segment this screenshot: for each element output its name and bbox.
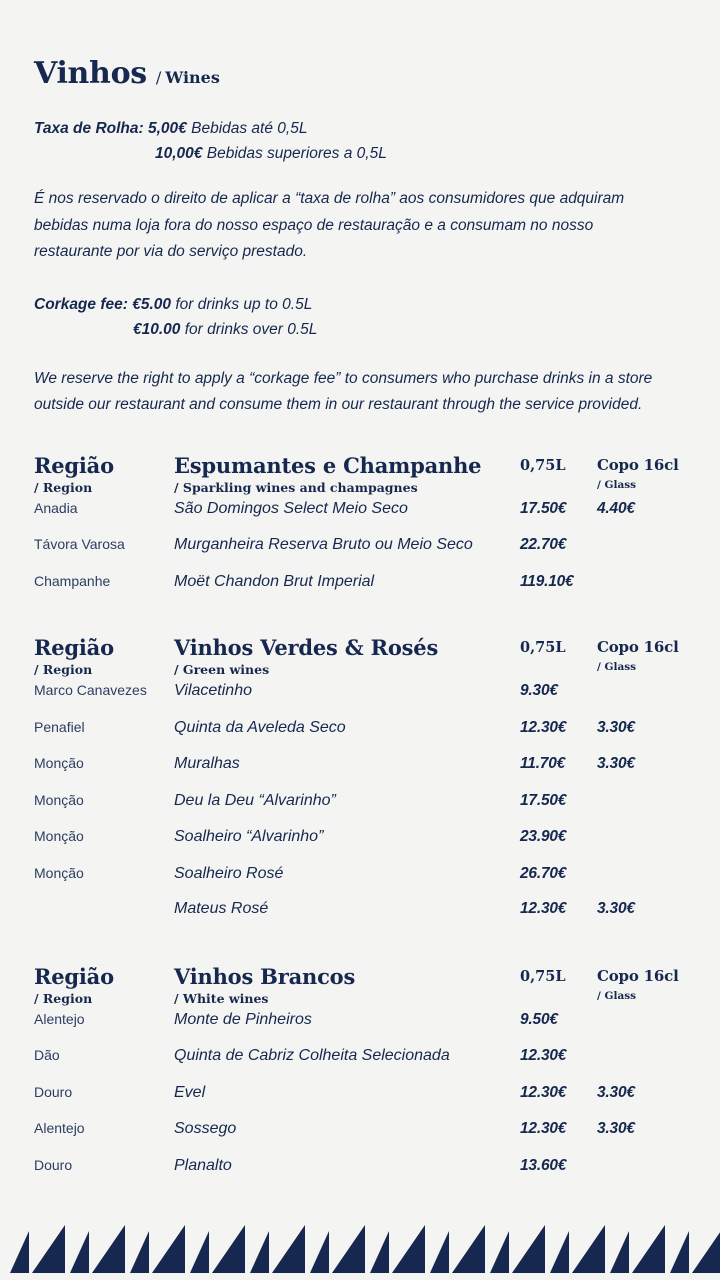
wine-price-glass: 3.30€	[597, 718, 635, 736]
triangle-sliver	[370, 1231, 389, 1273]
corkage-label-pt: Taxa de Rolha:	[34, 120, 144, 137]
column-header-bottle	[520, 635, 597, 660]
triangle-wide	[572, 1225, 605, 1273]
wine-price-bottle: 12.30€	[520, 718, 567, 736]
triangle-sliver	[310, 1231, 329, 1273]
column-header-region-en: / Region	[34, 990, 93, 1006]
page-title-pt: Vinhos	[34, 56, 147, 91]
wine-region: Monção	[34, 828, 84, 844]
wine-price-glass: 3.30€	[597, 900, 635, 917]
wine-region: Alentejo	[34, 1120, 85, 1136]
section-title-en: / Sparkling wines and champagnes	[174, 479, 418, 495]
column-header-glass-pt: Copo 16cl	[597, 455, 679, 474]
wine-name: Planalto	[174, 1156, 232, 1174]
triangle-wide	[272, 1225, 305, 1273]
section-title-pt: Espumantes e Champanhe	[174, 452, 482, 478]
section-header-row	[34, 964, 686, 1009]
wine-price-bottle: 26.70€	[520, 864, 567, 882]
wine-row	[34, 753, 686, 790]
column-header-bottle	[520, 964, 597, 989]
wine-price-bottle: 22.70€	[520, 536, 567, 553]
wine-section	[34, 453, 686, 608]
column-header-glass	[597, 453, 686, 492]
wine-region: Marco Canavezes	[34, 682, 147, 698]
wine-price-glass: 3.30€	[597, 1083, 635, 1101]
wine-row	[34, 1045, 686, 1082]
wine-region: Monção	[34, 791, 84, 808]
corkage-label-en: Corkage fee:	[34, 295, 128, 313]
triangle-wide	[32, 1225, 65, 1273]
column-header-bottle	[520, 453, 597, 478]
wine-sections	[34, 453, 686, 1192]
column-header-glass-pt: Copo 16cl	[597, 638, 679, 656]
triangle-wide	[632, 1225, 665, 1273]
wine-price-bottle: 17.50€	[520, 791, 567, 809]
triangle-wide	[212, 1225, 245, 1273]
corkage-amount-en-1: €5.00	[132, 295, 172, 313]
wine-region: Champanhe	[34, 572, 111, 589]
section-header-row	[34, 635, 686, 680]
wine-price-bottle: 12.30€	[520, 1047, 567, 1064]
section-title-en: / White wines	[174, 990, 269, 1006]
corkage-line-pt-1	[34, 116, 686, 141]
corkage-amount-pt-1: 5,00€	[148, 120, 187, 137]
wine-name: Quinta da Aveleda Seco	[174, 718, 346, 736]
column-header-bottle-label: 0,75L	[520, 639, 566, 656]
wine-section	[34, 635, 686, 936]
section-title	[174, 635, 520, 678]
wine-price-bottle: 119.10€	[520, 572, 574, 590]
wine-name: Muralhas	[174, 755, 240, 772]
triangle-wide	[452, 1225, 485, 1273]
corkage-amount-pt-2: 10,00€	[155, 145, 203, 162]
triangle-wide	[392, 1225, 425, 1273]
column-header-region-pt: Região	[34, 963, 114, 989]
triangle-sliver	[190, 1231, 209, 1273]
wine-price-bottle: 12.30€	[520, 1120, 567, 1137]
column-header-glass	[597, 964, 686, 1003]
triangle-wide	[332, 1225, 365, 1273]
wine-price-bottle: 13.60€	[520, 1156, 567, 1174]
corkage-text-pt-1: Bebidas até 0,5L	[191, 120, 308, 137]
corkage-line-pt-2	[34, 141, 686, 166]
corkage-text-pt-2: Bebidas superiores a 0,5L	[206, 145, 387, 162]
wine-row	[34, 826, 686, 863]
wine-name: Quinta de Cabriz Colheita Selecionada	[174, 1047, 450, 1064]
corkage-policy-en: We reserve the right to apply a “corkage fee” to consumers who purchase drinks in a store outside our restaurant and consume them in our restaurant through the service provided.	[34, 369, 653, 413]
corkage-block-en	[34, 292, 686, 342]
corkage-amount-en-2: €10.00	[133, 320, 181, 338]
wine-price-glass: 3.30€	[597, 755, 635, 772]
wine-section	[34, 964, 686, 1192]
wine-name: Murganheira Reserva Bruto ou Meio Seco	[174, 536, 473, 553]
wine-row	[34, 863, 686, 900]
triangle-sliver	[430, 1231, 449, 1273]
wine-price-glass: 4.40€	[597, 499, 635, 517]
triangle-sliver	[130, 1231, 149, 1273]
section-title	[174, 453, 520, 496]
wine-region: Monção	[34, 864, 84, 881]
title-separator: /	[155, 68, 162, 87]
triangle-wide	[512, 1225, 545, 1273]
wine-name: São Domingos Select Meio Seco	[174, 499, 408, 517]
wine-price-bottle: 12.30€	[520, 900, 567, 917]
wine-price-glass: 3.30€	[597, 1120, 635, 1137]
wine-name: Soalheiro “Alvarinho”	[174, 828, 324, 845]
column-header-region-pt: Região	[34, 635, 114, 660]
section-header-row	[34, 453, 686, 498]
column-header-glass-en: / Glass	[597, 478, 637, 491]
wine-row	[34, 790, 686, 827]
column-header-region-pt: Região	[34, 452, 114, 478]
triangle-sliver	[10, 1231, 29, 1273]
triangle-sliver	[250, 1231, 269, 1273]
section-title	[174, 964, 520, 1007]
wine-name: Evel	[174, 1083, 206, 1101]
triangle-sliver	[550, 1231, 569, 1273]
column-header-region-en: / Region	[34, 479, 93, 495]
wine-price-bottle: 9.30€	[520, 682, 558, 699]
section-title-en: / Green wines	[174, 662, 270, 677]
corkage-line-en-2	[34, 317, 686, 342]
wine-row	[34, 1118, 686, 1155]
wine-price-bottle: 12.30€	[520, 1083, 567, 1101]
corkage-text-en-1: for drinks up to 0.5L	[175, 295, 313, 313]
wine-row	[34, 1009, 686, 1046]
wine-row	[34, 534, 686, 571]
wine-row	[34, 571, 686, 608]
page-title	[34, 56, 686, 91]
wine-name: Mateus Rosé	[174, 900, 269, 917]
section-title-pt: Vinhos Verdes & Rosés	[174, 635, 439, 660]
triangle-sliver	[490, 1231, 509, 1273]
column-header-region-en: / Region	[34, 662, 93, 677]
wine-name: Deu la Deu “Alvarinho”	[174, 791, 336, 809]
wine-region: Alentejo	[34, 1010, 85, 1027]
wine-row	[34, 1082, 686, 1119]
wine-region: Douro	[34, 1083, 73, 1100]
column-header-glass	[597, 635, 686, 674]
column-header-glass-en: / Glass	[597, 989, 637, 1002]
wine-region: Penafiel	[34, 718, 85, 735]
triangle-sliver	[70, 1231, 89, 1273]
corkage-block-pt	[34, 116, 686, 166]
wine-name: Sossego	[174, 1120, 237, 1137]
wine-price-bottle: 11.70€	[520, 755, 566, 772]
wine-region: Távora Varosa	[34, 536, 125, 552]
triangle-wide	[692, 1225, 720, 1273]
page-title-en: Wines	[165, 68, 220, 87]
triangle-wide	[152, 1225, 185, 1273]
wine-row	[34, 899, 686, 936]
wine-region: Monção	[34, 755, 84, 771]
column-header-region	[34, 453, 174, 496]
wine-name: Moët Chandon Brut Imperial	[174, 572, 375, 590]
wine-name: Monte de Pinheiros	[174, 1010, 312, 1028]
column-header-region	[34, 964, 174, 1007]
wine-row	[34, 1155, 686, 1192]
wine-name: Soalheiro Rosé	[174, 864, 284, 882]
column-header-region	[34, 635, 174, 678]
wine-price-bottle: 23.90€	[520, 828, 567, 845]
wine-row	[34, 680, 686, 717]
column-header-bottle-label: 0,75L	[520, 456, 566, 474]
wine-row	[34, 498, 686, 535]
wine-price-bottle: 17.50€	[520, 499, 567, 517]
column-header-glass-en: / Glass	[597, 661, 637, 673]
corkage-line-en-1	[34, 292, 686, 317]
corkage-text-en-2: for drinks over 0.5L	[184, 320, 318, 338]
wine-name: Vilacetinho	[174, 682, 252, 699]
triangle-sliver	[610, 1231, 629, 1273]
wine-region: Dão	[34, 1047, 60, 1063]
corkage-policy-pt: É nos reservado o direito de aplicar a “taxa de rolha” aos consumidores que adquiram bebidas numa loja fora do nosso espaço de restauração e a consumam no nosso restaurante por via do serviço prestado.	[34, 190, 625, 260]
column-header-glass-pt: Copo 16cl	[597, 966, 679, 985]
wine-row	[34, 717, 686, 754]
triangle-wide	[92, 1225, 125, 1273]
column-header-bottle-label: 0,75L	[520, 967, 566, 985]
section-title-pt: Vinhos Brancos	[174, 963, 356, 989]
wine-region: Anadia	[34, 499, 78, 516]
triangle-zigzag-icon	[0, 1221, 720, 1273]
wine-price-bottle: 9.50€	[520, 1010, 558, 1028]
triangle-sliver	[670, 1231, 689, 1273]
wine-region: Douro	[34, 1156, 73, 1173]
